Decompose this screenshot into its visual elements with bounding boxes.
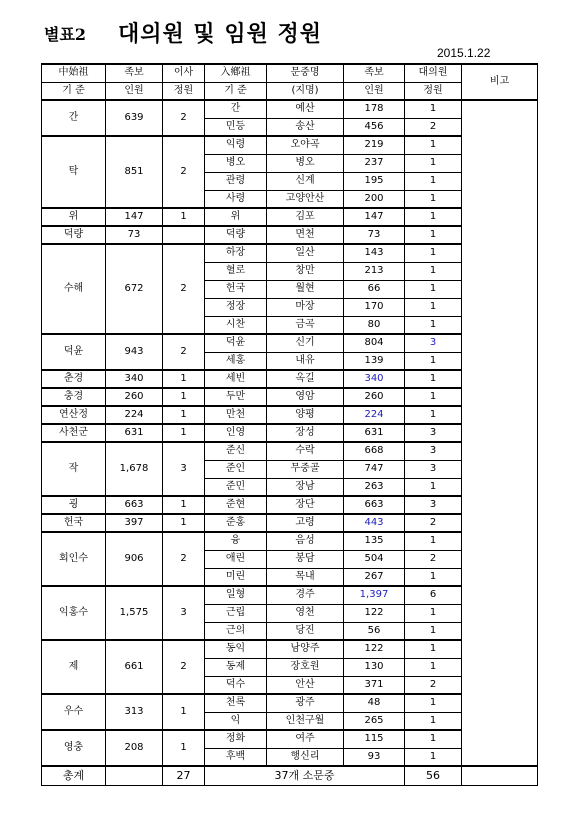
settler-cell: 준신 [205,442,267,460]
total-directors: 27 [163,766,205,785]
delegates-cell: 1 [405,298,462,316]
group-count-cell: 943 [106,334,163,370]
clan-count-cell: 265 [344,712,405,730]
clan-count-cell: 178 [344,100,405,118]
settler-cell: 하장 [205,244,267,262]
clan-name-cell: 영천 [267,604,344,622]
remarks-cell [462,100,538,766]
group-ancestor-cell: 영충 [42,730,106,766]
group-count-cell: 147 [106,208,163,226]
group-ancestor-cell: 덕량 [42,226,106,244]
clan-count-cell: 668 [344,442,405,460]
group-directors-cell: 1 [163,496,205,514]
delegates-cell: 1 [405,208,462,226]
delegates-cell: 1 [405,316,462,334]
group-directors-cell: 3 [163,442,205,496]
settler-cell: 관령 [205,172,267,190]
col-header-remarks: 비고 [462,64,538,100]
settler-cell: 익 [205,712,267,730]
settler-cell: 위 [205,208,267,226]
group-ancestor-cell: 우수 [42,694,106,730]
clan-count-cell: 443 [344,514,405,532]
settler-cell: 일형 [205,586,267,604]
clan-count-cell: 237 [344,154,405,172]
group-directors-cell: 1 [163,370,205,388]
delegates-cell: 6 [405,586,462,604]
settler-cell: 후백 [205,748,267,766]
table-number-label: 별표2 [44,25,87,44]
group-count-cell: 661 [106,640,163,694]
clan-count-cell: 663 [344,496,405,514]
clan-count-cell: 195 [344,172,405,190]
clan-count-cell: 219 [344,136,405,154]
clan-name-cell: 수락 [267,442,344,460]
col-header-count-bottom: 인원 [106,82,163,100]
group-ancestor-cell: 굉 [42,496,106,514]
clan-count-cell: 631 [344,424,405,442]
clan-name-cell: 신기 [267,334,344,352]
group-ancestor-cell: 춘경 [42,370,106,388]
settler-cell: 병오 [205,154,267,172]
delegates-cell: 2 [405,514,462,532]
clan-name-cell: 경주 [267,586,344,604]
table-row [42,100,538,118]
clan-name-cell: 오야곡 [267,136,344,154]
settler-cell: 준현 [205,496,267,514]
clan-name-cell: 당진 [267,622,344,640]
clan-count-cell: 56 [344,622,405,640]
delegates-cell: 1 [405,694,462,712]
col-header-clan-top: 문중명 [267,64,344,82]
group-count-cell: 672 [106,244,163,334]
clan-name-cell: 양평 [267,406,344,424]
delegates-cell: 1 [405,190,462,208]
clan-count-cell: 66 [344,280,405,298]
clan-count-cell: 200 [344,190,405,208]
clan-count-cell: 371 [344,676,405,694]
clan-name-cell: 인천구월 [267,712,344,730]
settler-cell: 사령 [205,190,267,208]
group-ancestor-cell: 간 [42,100,106,136]
delegates-cell: 1 [405,604,462,622]
document-date: 2015.1.22 [437,46,491,60]
col-header-clan-bottom: (지명) [267,82,344,100]
clan-count-cell: 135 [344,532,405,550]
delegates-cell: 3 [405,442,462,460]
delegates-cell: 2 [405,118,462,136]
group-directors-cell: 2 [163,136,205,208]
clan-name-cell: 마장 [267,298,344,316]
clan-name-cell: 영암 [267,388,344,406]
group-ancestor-cell: 충경 [42,388,106,406]
group-ancestor-cell: 익홍수 [42,586,106,640]
settler-cell: 미린 [205,568,267,586]
delegates-cell: 1 [405,730,462,748]
group-directors-cell: 1 [163,424,205,442]
settler-cell: 간 [205,100,267,118]
group-directors-cell [163,226,205,244]
settler-cell: 익령 [205,136,267,154]
group-directors-cell: 3 [163,586,205,640]
delegates-cell: 1 [405,136,462,154]
settler-cell: 동익 [205,640,267,658]
total-delegates: 56 [405,766,462,785]
col-header-delegates-bottom: 정원 [405,82,462,100]
delegates-cell: 1 [405,280,462,298]
group-count-cell: 224 [106,406,163,424]
clan-count-cell: 139 [344,352,405,370]
clan-count-cell: 115 [344,730,405,748]
delegates-cell: 1 [405,172,462,190]
clan-count-cell: 224 [344,406,405,424]
delegates-cell: 1 [405,640,462,658]
delegates-cell: 1 [405,568,462,586]
group-ancestor-cell: 위 [42,208,106,226]
clan-count-cell: 747 [344,460,405,478]
delegates-cell: 1 [405,388,462,406]
col-header-ancestor-top: 中始祖 [42,64,106,82]
delegates-cell: 1 [405,712,462,730]
group-directors-cell: 2 [163,244,205,334]
settler-cell: 시찬 [205,316,267,334]
settler-cell: 혈로 [205,262,267,280]
delegates-cell: 1 [405,352,462,370]
clan-name-cell: 여주 [267,730,344,748]
group-ancestor-cell: 덕윤 [42,334,106,370]
col-header-clan-count-top: 족보 [344,64,405,82]
group-ancestor-cell: 헌국 [42,514,106,532]
group-count-cell: 340 [106,370,163,388]
group-ancestor-cell: 연산정 [42,406,106,424]
settler-cell: 정화 [205,730,267,748]
group-ancestor-cell: 제 [42,640,106,694]
clan-name-cell: 무중골 [267,460,344,478]
settler-cell: 두만 [205,388,267,406]
clan-count-cell: 143 [344,244,405,262]
group-ancestor-cell: 회인수 [42,532,106,586]
settler-cell: 민등 [205,118,267,136]
col-header-clan-count-bottom: 인원 [344,82,405,100]
group-directors-cell: 2 [163,100,205,136]
settler-cell: 덕윤 [205,334,267,352]
clan-name-cell: 내유 [267,352,344,370]
group-directors-cell: 2 [163,640,205,694]
group-count-cell: 851 [106,136,163,208]
group-ancestor-cell: 탁 [42,136,106,208]
settler-cell: 덕량 [205,226,267,244]
page-title: 대의원 및 임원 정원 [118,21,322,47]
group-ancestor-cell: 사천군 [42,424,106,442]
clan-name-cell: 예산 [267,100,344,118]
delegates-cell: 3 [405,496,462,514]
clan-name-cell: 장성 [267,424,344,442]
settler-cell: 준민 [205,478,267,496]
clan-count-cell: 213 [344,262,405,280]
clan-name-cell: 광주 [267,694,344,712]
settler-cell: 애린 [205,550,267,568]
clan-count-cell: 1,397 [344,586,405,604]
group-count-cell: 631 [106,424,163,442]
clan-count-cell: 504 [344,550,405,568]
group-count-cell: 906 [106,532,163,586]
delegates-cell: 1 [405,478,462,496]
col-header-count-top: 족보 [106,64,163,82]
settler-cell: 세홍 [205,352,267,370]
settler-cell: 융 [205,532,267,550]
clan-count-cell: 122 [344,604,405,622]
settler-cell: 덕수 [205,676,267,694]
col-header-delegates-top: 대의원 [405,64,462,82]
group-count-cell: 1,575 [106,586,163,640]
group-directors-cell: 1 [163,730,205,766]
settler-cell: 만천 [205,406,267,424]
clan-count-cell: 804 [344,334,405,352]
clan-count-cell: 122 [344,640,405,658]
clan-name-cell: 금곡 [267,316,344,334]
clan-name-cell: 면천 [267,226,344,244]
group-count-cell: 313 [106,694,163,730]
clan-count-cell: 48 [344,694,405,712]
group-ancestor-cell: 수해 [42,244,106,334]
col-header-settler-top: 入鄕祖 [205,64,267,82]
clan-name-cell: 일산 [267,244,344,262]
clan-count-cell: 130 [344,658,405,676]
group-directors-cell: 1 [163,694,205,730]
col-header-ancestor-bottom: 기 준 [42,82,106,100]
settler-cell: 정장 [205,298,267,316]
clan-name-cell: 장남 [267,478,344,496]
group-directors-cell: 2 [163,334,205,370]
col-header-directors-bottom: 정원 [163,82,205,100]
group-count-cell: 1,678 [106,442,163,496]
group-directors-cell: 1 [163,388,205,406]
clan-name-cell: 신계 [267,172,344,190]
delegates-cell: 1 [405,226,462,244]
delegates-cell: 1 [405,370,462,388]
delegates-cell: 3 [405,334,462,352]
delegates-cell: 1 [405,532,462,550]
clan-name-cell: 병오 [267,154,344,172]
clan-name-cell: 음성 [267,532,344,550]
clan-name-cell: 창만 [267,262,344,280]
delegates-cell: 1 [405,748,462,766]
total-row [42,766,538,785]
settler-cell: 근의 [205,622,267,640]
clan-count-cell: 260 [344,388,405,406]
clan-name-cell: 장호원 [267,658,344,676]
clan-name-cell: 김포 [267,208,344,226]
clan-name-cell: 송산 [267,118,344,136]
group-directors-cell: 1 [163,208,205,226]
clan-name-cell: 고령 [267,514,344,532]
delegates-cell: 1 [405,244,462,262]
group-ancestor-cell: 작 [42,442,106,496]
settler-cell: 세빈 [205,370,267,388]
clan-count-cell: 456 [344,118,405,136]
group-count-cell: 260 [106,388,163,406]
delegates-cell: 2 [405,550,462,568]
delegates-cell: 2 [405,676,462,694]
clan-name-cell: 봉담 [267,550,344,568]
group-count-cell: 397 [106,514,163,532]
total-clans: 37개 소문중 [205,766,405,785]
clan-name-cell: 안산 [267,676,344,694]
clan-count-cell: 93 [344,748,405,766]
delegates-cell: 1 [405,658,462,676]
clan-count-cell: 147 [344,208,405,226]
delegates-cell: 1 [405,406,462,424]
delegates-cell: 3 [405,424,462,442]
delegates-cell: 1 [405,262,462,280]
settler-cell: 준홍 [205,514,267,532]
settler-cell: 헌국 [205,280,267,298]
col-header-directors-top: 이사 [163,64,205,82]
col-header-settler-bottom: 기 준 [205,82,267,100]
total-count [106,766,163,785]
clan-name-cell: 남양주 [267,640,344,658]
group-directors-cell: 1 [163,406,205,424]
clan-count-cell: 170 [344,298,405,316]
group-count-cell: 639 [106,100,163,136]
settler-cell: 동제 [205,658,267,676]
clan-count-cell: 73 [344,226,405,244]
clan-name-cell: 옥길 [267,370,344,388]
total-label: 총계 [42,766,106,785]
clan-count-cell: 263 [344,478,405,496]
settler-cell: 천록 [205,694,267,712]
group-directors-cell: 2 [163,532,205,586]
delegates-cell: 1 [405,622,462,640]
total-remarks [462,766,538,785]
clan-count-cell: 80 [344,316,405,334]
clan-name-cell: 행신리 [267,748,344,766]
clan-name-cell: 월현 [267,280,344,298]
settler-cell: 인영 [205,424,267,442]
group-count-cell: 208 [106,730,163,766]
settler-cell: 근립 [205,604,267,622]
header-row-1 [42,64,538,82]
delegates-cell: 1 [405,100,462,118]
group-count-cell: 663 [106,496,163,514]
clan-name-cell: 고양안산 [267,190,344,208]
clan-count-cell: 340 [344,370,405,388]
group-count-cell: 73 [106,226,163,244]
delegates-cell: 3 [405,460,462,478]
table-body [42,100,538,766]
group-directors-cell: 1 [163,514,205,532]
clan-name-cell: 장단 [267,496,344,514]
clan-count-cell: 267 [344,568,405,586]
delegate-quota-table [41,63,538,786]
settler-cell: 준인 [205,460,267,478]
delegates-cell: 1 [405,154,462,172]
clan-name-cell: 목내 [267,568,344,586]
